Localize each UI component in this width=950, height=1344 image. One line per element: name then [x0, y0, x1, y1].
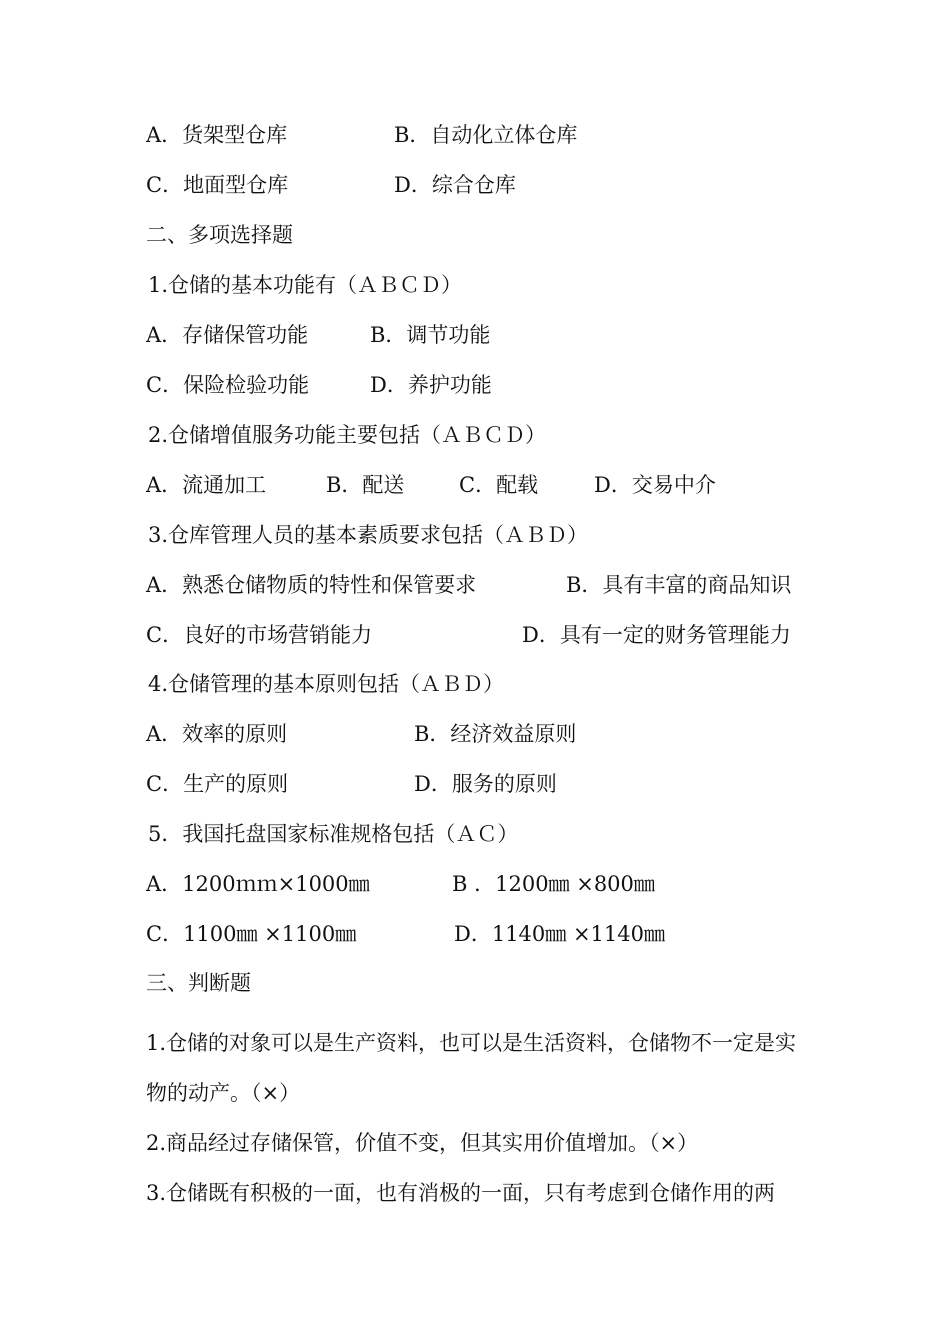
- question-text: 1.仓储的基本功能有（ＡＢＣＤ）: [148, 273, 463, 297]
- section-title: 三、判断题: [146, 971, 251, 995]
- option-c: C．保险检验功能: [146, 373, 310, 397]
- option-b: B．自动化立体仓库: [394, 123, 578, 147]
- question-text: 2.仓储增值服务功能主要包括（ＡＢＣＤ）: [148, 423, 547, 447]
- judgment-item: 3.仓储既有积极的一面，也有消极的一面，只有考虑到仓储作用的两: [146, 1181, 776, 1205]
- option-a: A．存储保管功能: [146, 323, 309, 347]
- option-a: A．流通加工: [146, 473, 267, 497]
- option-b: B．经济效益原则: [414, 722, 577, 746]
- option-c: C．地面型仓库: [146, 173, 289, 197]
- option-a: A．效率的原则: [146, 722, 288, 746]
- option-d: D．养护功能: [370, 373, 492, 397]
- option-d: D．1140㎜ ×1140㎜: [454, 922, 665, 946]
- option-c: C．配载: [459, 473, 539, 497]
- option-b: B．调节功能: [370, 323, 491, 347]
- judgment-item: 1.仓储的对象可以是生产资料，也可以是生活资料，仓储物不一定是实物的动产。（×）: [146, 1031, 797, 1105]
- option-b: B．配送: [326, 473, 405, 497]
- option-b: B．具有丰富的商品知识: [566, 573, 792, 597]
- option-a: A．熟悉仓储物质的特性和保管要求: [146, 573, 477, 597]
- option-a: A．货架型仓库: [146, 123, 288, 147]
- section-title: 二、多项选择题: [146, 223, 293, 247]
- option-b: B ．1200㎜ ×800㎜: [452, 872, 655, 896]
- question-text: 5．我国托盘国家标准规格包括（ＡＣ）: [148, 822, 519, 846]
- option-a: A．1200ｍｍ×1000㎜: [146, 872, 370, 896]
- option-d: D．服务的原则: [414, 772, 557, 796]
- option-c: C．1100㎜ ×1100㎜: [146, 922, 357, 946]
- option-d: D．交易中介: [594, 473, 716, 497]
- option-d: D．综合仓库: [394, 173, 516, 197]
- option-c: C．生产的原则: [146, 772, 289, 796]
- option-c: C．良好的市场营销能力: [146, 623, 373, 647]
- option-d: D．具有一定的财务管理能力: [522, 623, 791, 647]
- judgment-item: 2.商品经过存储保管，价值不变，但其实用价值增加。（×）: [146, 1131, 699, 1155]
- question-text: 4.仓储管理的基本原则包括（ＡＢＤ）: [148, 672, 505, 696]
- question-text: 3.仓库管理人员的基本素质要求包括（ＡＢＤ）: [148, 523, 589, 547]
